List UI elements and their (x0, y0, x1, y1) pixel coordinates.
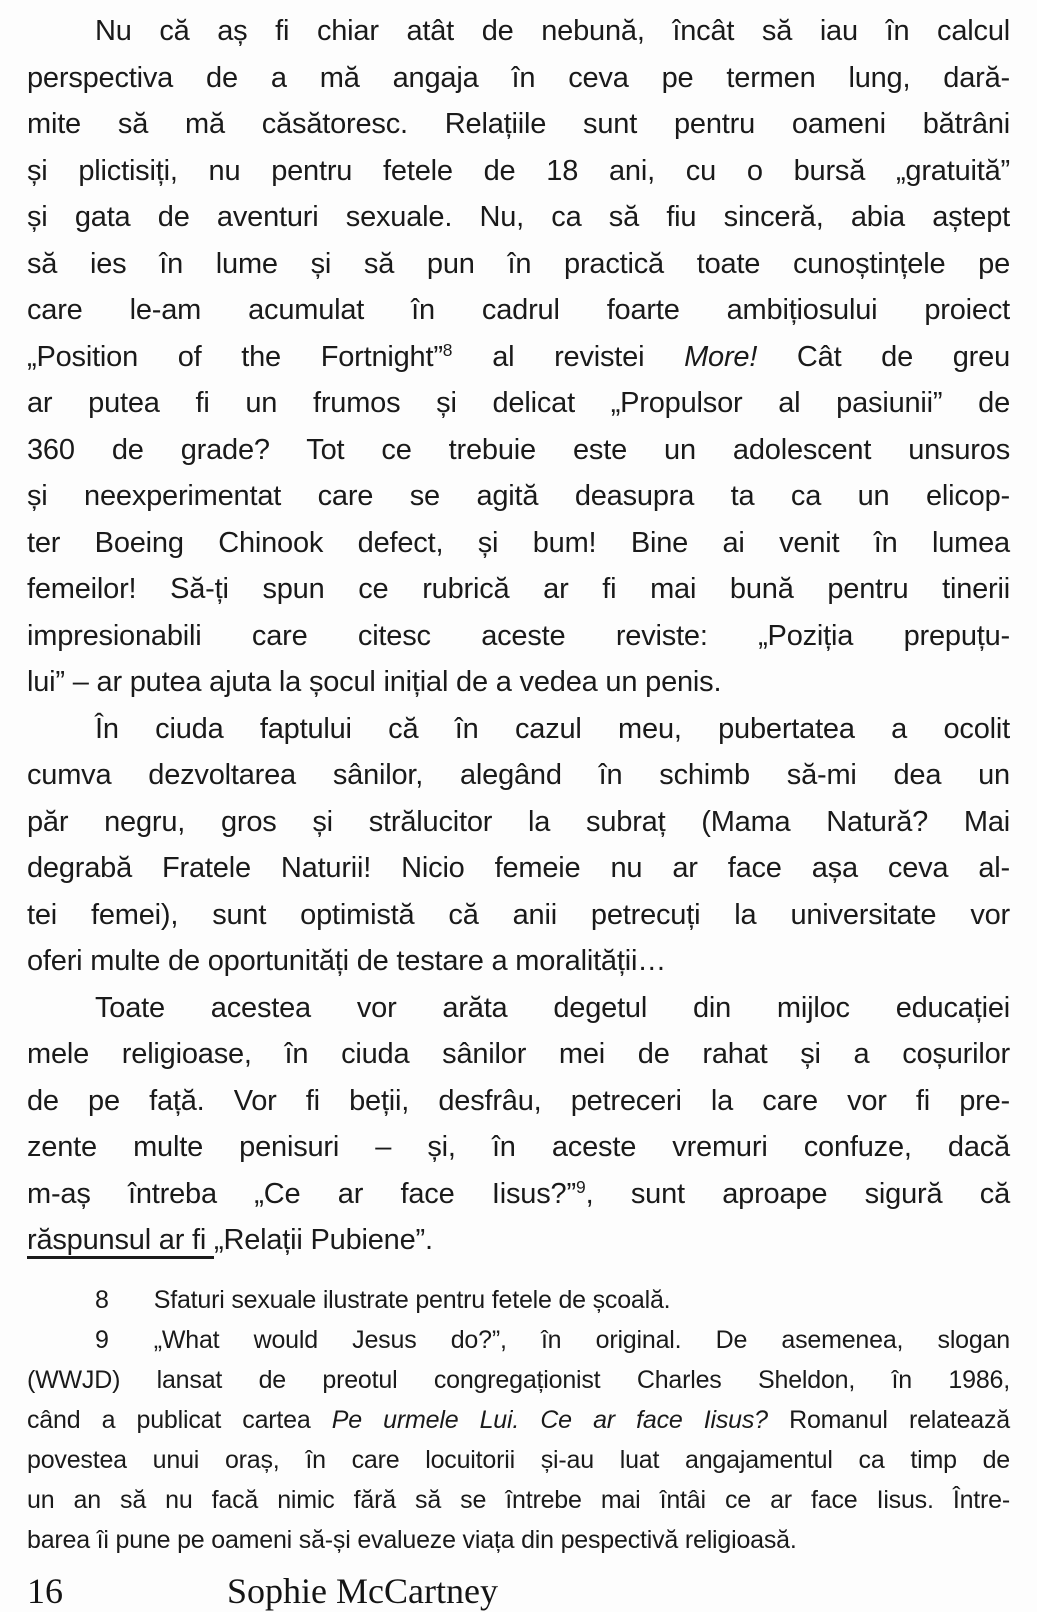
footnote-ref: 8 (442, 339, 453, 360)
text-line (27, 1440, 1010, 1480)
text-run: femeilor! Să-ți spun ce rubrică ar fi mai bună pentru tinerii (27, 573, 1010, 605)
footnote-ref: 9 (575, 1176, 586, 1197)
text-line (27, 1360, 1010, 1400)
text-run: când a publicat cartea (27, 1405, 332, 1434)
text-run: păr negru, gros și strălucitor la subraț (Mama Natură? Mai (27, 805, 1010, 838)
text-run: lui” – ar putea ajuta la șocul inițial de a vedea un penis. (27, 666, 722, 698)
paragraph (27, 1320, 1010, 1560)
text-run: care le-am acumulat în cadrul foarte ambițiosului proiect (27, 294, 1010, 326)
text-run: zente multe penisuri – și, în aceste vremuri confuze, dacă (27, 1131, 1010, 1163)
text-line (27, 101, 1010, 148)
text-run: să ies în lume și să pun în practică toate cunoștințele pe (27, 247, 1010, 280)
text-run: și gata de aventuri sexuale. Nu, ca să fiu sinceră, abia aștept (27, 201, 1010, 233)
text-run: „Relații Pubiene”. (214, 1224, 433, 1256)
text-run: al revistei (452, 340, 685, 373)
text-run: 9 (95, 1325, 109, 1354)
text-line (27, 706, 1010, 753)
text-line (27, 194, 1010, 241)
text-run: tei femei), sunt optimistă că anii petrecuți la universitate vor (27, 898, 1010, 931)
text-run: Toate acestea vor arăta degetul din mijloc educației (95, 991, 1010, 1024)
text-line (27, 520, 1010, 567)
text-line (27, 287, 1010, 334)
text-run: 8 (95, 1285, 109, 1314)
text-line (27, 845, 1010, 892)
text-run: Romanul relatează (767, 1405, 1010, 1434)
paragraph (27, 706, 1010, 985)
text-run: ar putea fi un frumos și delicat „Propulsor al pasiunii” de (27, 387, 1010, 419)
text-line (27, 1520, 1010, 1560)
text-line (27, 1320, 1010, 1360)
text-line (27, 892, 1010, 939)
text-line (27, 1124, 1010, 1171)
text-line (27, 334, 1010, 381)
text-line (27, 148, 1010, 195)
text-run: povestea unui oraș, în care locuitorii și-au luat angajamentul ca timp de (27, 1445, 1010, 1474)
text-run: mele religioase, în ciuda sânilor mei de rahat și a coșurilor (27, 1038, 1010, 1070)
text-line (27, 1480, 1010, 1520)
text-line (27, 659, 1010, 706)
text-run: de pe față. Vor fi beții, desfrâu, petreceri la care vor fi pre- (27, 1084, 1010, 1117)
text-line (27, 566, 1010, 613)
text-run: barea îi pune pe oameni să-și evalueze viața din pespectivă religioasă. (27, 1525, 797, 1554)
text-run: „What would Jesus do?”, în original. De asemenea, slogan (153, 1325, 1010, 1354)
text-line (27, 1031, 1010, 1078)
text-line (27, 8, 1010, 55)
text-line (27, 985, 1010, 1032)
text-run: Nu că aș fi chiar atât de nebună, încât să iau în calcul (95, 15, 1010, 47)
text-line (27, 752, 1010, 799)
text-run: , sunt aproape sigură că (585, 1177, 1011, 1210)
text-run: un an să nu facă nimic fără să se întrebe mai întâi ce ar face Iisus. Între- (27, 1485, 1010, 1514)
text-run: Cât de greu (757, 340, 1010, 373)
paragraph (27, 985, 1010, 1264)
text-line (27, 938, 1010, 985)
text-run: În ciuda faptului că în cazul meu, pubertatea a ocolit (95, 712, 1010, 745)
footnotes-section (27, 1280, 1010, 1560)
text-run: mite să mă căsătoresc. Relațiile sunt pentru oameni bătrâni (27, 108, 1010, 140)
text-run: Sfaturi sexuale ilustrate pentru fetele de școală. (153, 1285, 671, 1314)
text-line (27, 55, 1010, 102)
text-run: degrabă Fratele Naturii! Nicio femeie nu ar face așa ceva al- (27, 852, 1010, 884)
text-line (27, 613, 1010, 660)
text-run: și neexperimentat care se agită deasupra ta ca un elicop- (27, 480, 1010, 512)
text-run: ter Boeing Chinook defect, și bum! Bine ai venit în lumea (27, 526, 1010, 559)
text-line (27, 799, 1010, 846)
running-head: Sophie McCartney (227, 1570, 498, 1611)
page-footer (27, 1570, 1010, 1612)
text-line (27, 1171, 1010, 1218)
text-run: m-aș întreba „Ce ar face Iisus?” (27, 1177, 576, 1210)
text-line (27, 380, 1010, 427)
text-line (27, 1400, 1010, 1440)
text-run: (WWJD) lansat de preotul congregaționist Charles Sheldon, în 1986, (27, 1365, 1010, 1394)
page-number: 16 (27, 1570, 63, 1611)
text-line (27, 427, 1010, 474)
text-line (27, 241, 1010, 288)
body-text (27, 8, 1010, 1264)
text-line (27, 1217, 1010, 1264)
text-run: oferi multe de oportunități de testare a moralității… (27, 945, 666, 977)
paragraph (27, 1280, 1010, 1320)
italic-run: More! (684, 340, 758, 373)
text-line (27, 1280, 1010, 1320)
text-run: 360 de grade? Tot ce trebuie este un adolescent unsuros (27, 433, 1010, 466)
text-run: și plictisiți, nu pentru fetele de 18 ani, cu o bursă „gratuită” (27, 154, 1010, 187)
text-line (27, 1078, 1010, 1125)
underlined-text: răspunsul ar fi (27, 1224, 214, 1256)
text-run: perspectiva de a mă angaja în ceva pe termen lung, dară- (27, 61, 1010, 94)
text-run: cumva dezvoltarea sânilor, alegând în schimb să-mi dea un (27, 759, 1010, 791)
text-run: impresionabili care citesc aceste reviste: „Poziția prepuțu- (27, 619, 1010, 652)
paragraph (27, 8, 1010, 706)
italic-run: Pe urmele Lui. Ce ar face Iisus? (331, 1405, 768, 1434)
text-line (27, 473, 1010, 520)
text-run: „Position of the Fortnight” (27, 340, 443, 373)
